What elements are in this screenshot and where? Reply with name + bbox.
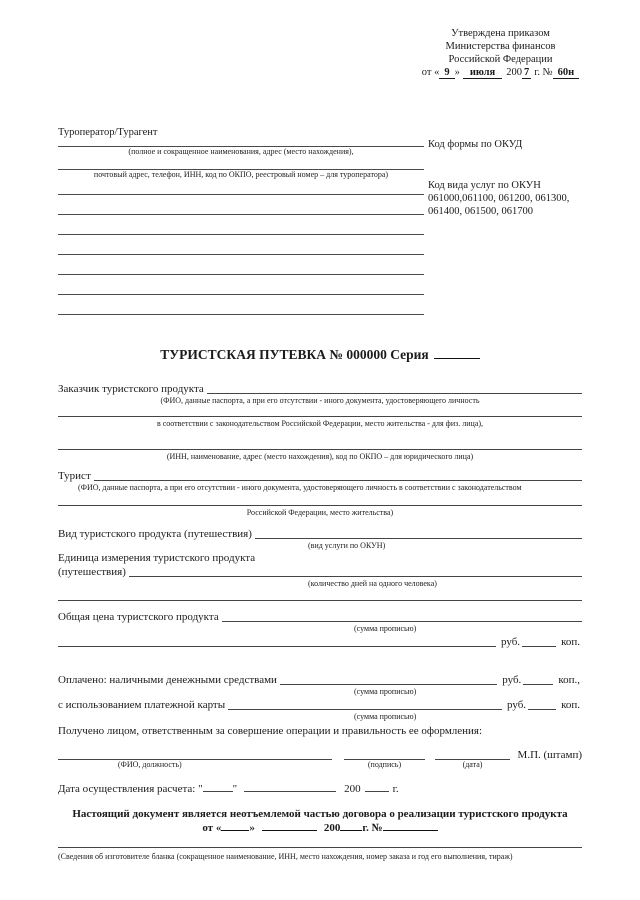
tourist-row-2 xyxy=(58,492,582,508)
approval-line-2: Министерства финансов xyxy=(445,40,556,52)
payment-received-label: Получено лицом, ответственным за совершение операции и правильность ее оформления: xyxy=(58,725,483,737)
signature-sign-caption: (подпись) xyxy=(367,760,402,769)
payment-card-fill-line xyxy=(228,709,502,710)
price-caption: (сумма прописью) xyxy=(354,624,417,633)
approval-block xyxy=(393,28,608,80)
product-unit-label-line-2: (путешествия) xyxy=(58,566,126,578)
operator-caption-2: почтовый адрес, телефон, ИНН, код по ОКПО, реестровый номер – для туроператора) xyxy=(93,170,389,179)
settlement-date-row xyxy=(58,782,582,797)
approval-line-1: Утверждена приказом xyxy=(451,28,550,39)
operator-label: Туроператор/Турагент xyxy=(58,127,158,138)
product-unit-row xyxy=(58,564,582,579)
product-kind-caption: (вид услуги по ОКУН) xyxy=(308,541,386,550)
blank-line xyxy=(58,255,424,275)
customer-row-2 xyxy=(58,405,582,419)
blank-line xyxy=(58,235,424,255)
footer-month-blank xyxy=(262,822,317,831)
form-body xyxy=(58,382,582,862)
price-label: Общая цена туристского продукта xyxy=(58,611,219,623)
product-kind-label: Вид туристского продукта (путешествия) xyxy=(58,528,252,540)
blank-line xyxy=(58,179,424,195)
approval-date-month: июля xyxy=(463,67,502,79)
price-rub-label: руб. xyxy=(501,636,521,648)
customer-row xyxy=(58,382,582,396)
settlement-date-label: Дата осуществления расчета: xyxy=(58,783,196,795)
payment-cash-row xyxy=(58,649,582,687)
price-fill-line xyxy=(222,621,582,622)
payment-cash-caption: (сумма прописью) xyxy=(354,687,417,696)
product-kind-fill-line xyxy=(255,538,582,539)
footer-close-guillemet: » xyxy=(249,822,255,834)
approval-date-close-quote: » xyxy=(454,67,460,79)
approval-date-day: 9 xyxy=(439,67,454,79)
footer-year-label: 200 xyxy=(323,822,341,834)
payment-cash-kop-label: коп., xyxy=(558,674,580,686)
signature-sign-column xyxy=(344,744,426,769)
series-blank xyxy=(434,350,480,359)
okud-label: Код формы по ОКУД xyxy=(428,139,523,150)
product-unit-caption: (количество дней на одного человека) xyxy=(308,579,437,588)
footer-from-label: от « xyxy=(202,822,222,834)
tourist-row xyxy=(58,461,582,483)
codes-block xyxy=(428,138,633,218)
settlement-day-blank xyxy=(203,783,233,792)
payment-cash-kopeck-blank xyxy=(523,684,553,685)
settlement-month-blank xyxy=(244,783,336,792)
okun-codes-line-2: 061400, 061500, 061700 xyxy=(428,206,533,217)
payment-cash-rub-label: руб. xyxy=(502,674,522,686)
price-row xyxy=(58,603,582,624)
form-title-text: ТУРИСТСКАЯ ПУТЕВКА № 000000 Серия xyxy=(160,347,429,362)
operator-caption-1: (полное и сокращенное наименования, адрес (место нахождения), xyxy=(128,147,354,156)
payment-card-label: с использованием платежной карты xyxy=(58,699,226,711)
payment-card-kop-label: коп. xyxy=(561,699,580,711)
product-unit-label-line-1: Единица измерения туристского продукта xyxy=(58,552,256,564)
operator-block xyxy=(58,126,424,315)
signature-fio-line xyxy=(58,744,332,760)
approval-date-year-digit: 7 xyxy=(524,67,530,79)
signature-date-column xyxy=(435,744,509,769)
approval-date-year-prefix: 200 xyxy=(506,67,522,79)
signature-date-caption: (дата) xyxy=(462,760,483,769)
signature-date-line xyxy=(435,744,509,760)
product-unit-fill-line xyxy=(129,576,582,577)
footer-day-blank xyxy=(221,822,249,831)
separator-row xyxy=(58,588,582,603)
approval-date-line xyxy=(393,67,608,80)
approval-line-3: Российской Федерации xyxy=(448,53,553,65)
signature-fio-caption: (ФИО, должность) xyxy=(117,760,182,769)
payment-card-caption: (сумма прописью) xyxy=(354,712,417,721)
customer-caption-3: (ИНН, наименование, адрес (место нахождения), код по ОКПО – для юридического лица) xyxy=(166,452,474,461)
okun-label: Код вида услуг по ОКУН xyxy=(428,180,541,191)
customer-fill-line xyxy=(207,393,582,394)
footer-bold-line-1: Настоящий документ является неотъемлемой частью договора о реализации туристского продукта xyxy=(72,808,568,820)
approval-order-number: 60н xyxy=(553,67,580,79)
maker-separator-row xyxy=(58,836,582,850)
settlement-open-quote: " xyxy=(198,783,203,795)
payment-cash-label: Оплачено: наличными денежными средствами xyxy=(58,674,277,686)
customer-fill-line-3 xyxy=(58,449,582,450)
signature-fio-column xyxy=(58,744,332,769)
blank-line xyxy=(58,275,424,295)
product-kind-row xyxy=(58,517,582,541)
price-kop-label: коп. xyxy=(561,636,580,648)
blank-line xyxy=(58,295,424,315)
customer-row-3 xyxy=(58,428,582,452)
tourist-fill-line xyxy=(94,480,582,481)
approval-date-prefix: от « xyxy=(421,67,440,79)
signature-row xyxy=(58,744,582,769)
customer-fill-line-2 xyxy=(58,416,582,417)
footer-number-label: г. № xyxy=(362,822,383,834)
tourist-label: Турист xyxy=(58,470,91,482)
customer-caption-1: (ФИО, данные паспорта, а при его отсутствии - иного документа, удостоверяющего личность xyxy=(160,396,480,405)
stamp-label: М.П. (штамп) xyxy=(517,749,582,761)
okun-codes-line-1: 061000,061100, 061200, 061300, xyxy=(428,193,570,204)
separator-fill-line xyxy=(58,600,582,601)
price-amount-row xyxy=(58,633,582,649)
approval-date-year-suffix: г. № xyxy=(534,67,553,79)
customer-label: Заказчик туристского продукта xyxy=(58,383,204,395)
blank-line xyxy=(58,195,424,215)
settlement-close-quote: " xyxy=(232,783,238,795)
footer-year-blank xyxy=(340,822,362,831)
footer-number-blank xyxy=(383,822,438,831)
customer-caption-2: в соответствии с законодательством Российской Федерации, место жительства - для физ. лица), xyxy=(156,419,484,428)
price-amount-fill-line xyxy=(58,646,496,647)
form-title xyxy=(0,347,640,363)
operator-fill-line xyxy=(58,156,424,170)
signature-sign-line xyxy=(344,744,426,760)
maker-caption: (Сведения об изготовителе бланка (сокращенное наименование, ИНН, место нахождения, номер заказа и год его выполнения, тираж) xyxy=(58,852,513,861)
maker-separator-line xyxy=(58,847,582,848)
payment-card-row xyxy=(58,696,582,712)
tourist-caption-1: (ФИО, данные паспорта, а при его отсутствии - иного документа, удостоверяющего личность в соответствии с законодательством xyxy=(78,483,522,492)
settlement-year-blank xyxy=(365,783,389,792)
operator-fill-line xyxy=(58,139,424,147)
price-kopeck-blank xyxy=(522,646,556,647)
blank-line xyxy=(58,215,424,235)
payment-card-kopeck-blank xyxy=(528,709,556,710)
settlement-year-label: 200 xyxy=(344,783,361,795)
settlement-year-suffix: г. xyxy=(392,783,399,795)
tourist-caption-2: Российской Федерации, место жительства) xyxy=(246,508,394,517)
tourist-fill-line-2 xyxy=(58,505,582,506)
footer-date-line xyxy=(58,821,582,836)
payment-card-rub-label: руб. xyxy=(507,699,527,711)
payment-cash-fill-line xyxy=(280,684,497,685)
